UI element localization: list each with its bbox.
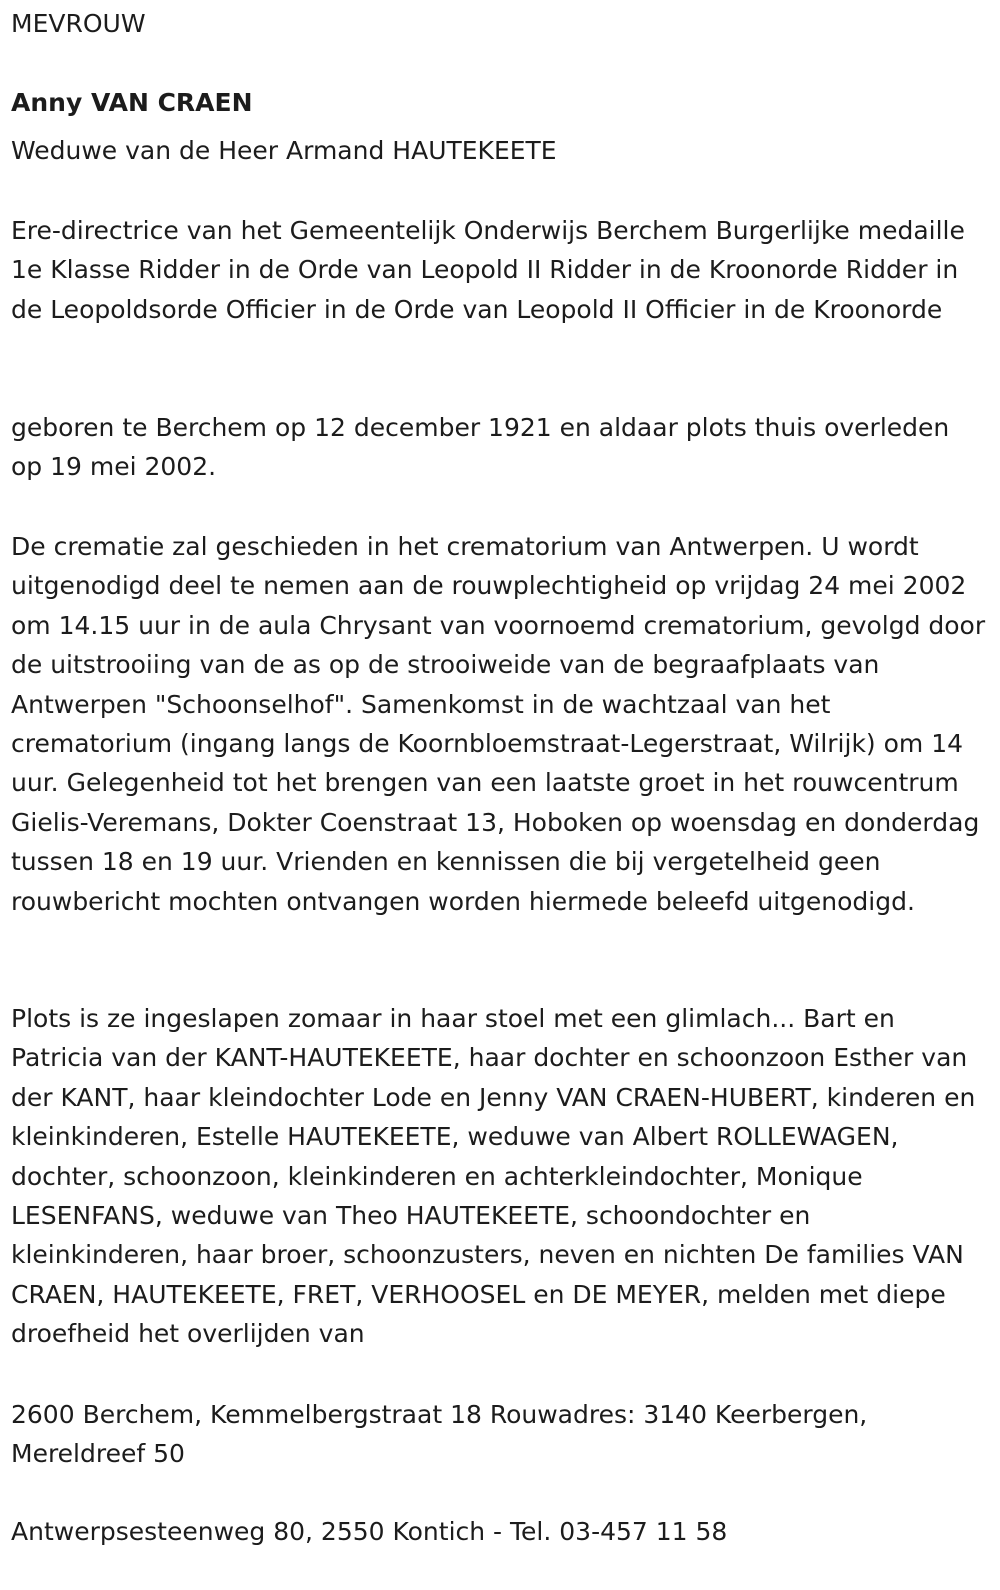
ceremony-paragraph: De crematie zal geschieden in het crematorium van Antwerpen. U wordt uitgenodigd deel te nemen aan de rouwplechtigheid op vrijdag 24 mei 2002 om 14.15 uur in de aula Chrysant van voornoemd crematorium, gevolgd door de uitstrooiing van de as op de strooiweide van de begraafplaats van Antwerpen "Schoonselhof". Samenkomst in de wachtzaal van het crematorium (ingang langs de Koornbloemstraat-Legerstraat, Wilrijk) om 14 uur. Gelegenheid tot het brengen van een laatste groet in het rouwcentrum Gielis-Veremans, Dokter Coenstraat 13, Hoboken op woensdag en donderdag tussen 18 en 19 uur. Vrienden en kennissen die bij vergetelheid geen rouwbericht mochten ontvangen worden hiermede beleefd uitgenodigd. xyxy=(11,532,986,916)
spouse-line: Weduwe van de Heer Armand HAUTEKEETE xyxy=(11,136,557,165)
birth-death-paragraph: geboren te Berchem op 12 december 1921 en aldaar plots thuis overleden op 19 mei 2002. xyxy=(11,413,950,482)
family-paragraph: Plots is ze ingeslapen zomaar in haar stoel met een glimlach... Bart en Patricia van der KANT-HAUTEKEETE, haar dochter en schoonzoon Esther van der KANT, haar kleindochter Lode en Jenny VAN CRAEN-HUBERT, kinderen en kleinkinderen, Estelle HAUTEKEETE, weduwe van Albert ROLLEWAGEN, dochter, schoonzoon, kleinkinderen en achterkleindochter, Monique LESENFANS, weduwe van Theo HAUTEKEETE, schoondochter en kleinkinderen, haar broer, schoonzusters, neven en nichten De families VAN CRAEN, HAUTEKEETE, FRET, VERHOOSEL en DE MEYER, melden met diepe droefheid het overlijden van xyxy=(11,1004,976,1349)
honorary-titles: Ere-directrice van het Gemeentelijk Onderwijs Berchem Burgerlijke medaille 1e Klasse Ridder in de Orde van Leopold II Ridder in de Kroonorde Ridder in de Leopoldsorde Officier in de Orde van Leopold II Officier in de Kroonorde xyxy=(11,216,965,324)
address-line: 2600 Berchem, Kemmelbergstraat 18 Rouwadres: 3140 Keerbergen, Mereldreef 50 xyxy=(11,1400,868,1469)
undertaker-contact: Antwerpsesteenweg 80, 2550 Kontich - Tel. 03-457 11 58 xyxy=(11,1517,728,1546)
salutation: MEVROUW xyxy=(11,9,146,38)
deceased-name: Anny VAN CRAEN xyxy=(11,88,253,117)
